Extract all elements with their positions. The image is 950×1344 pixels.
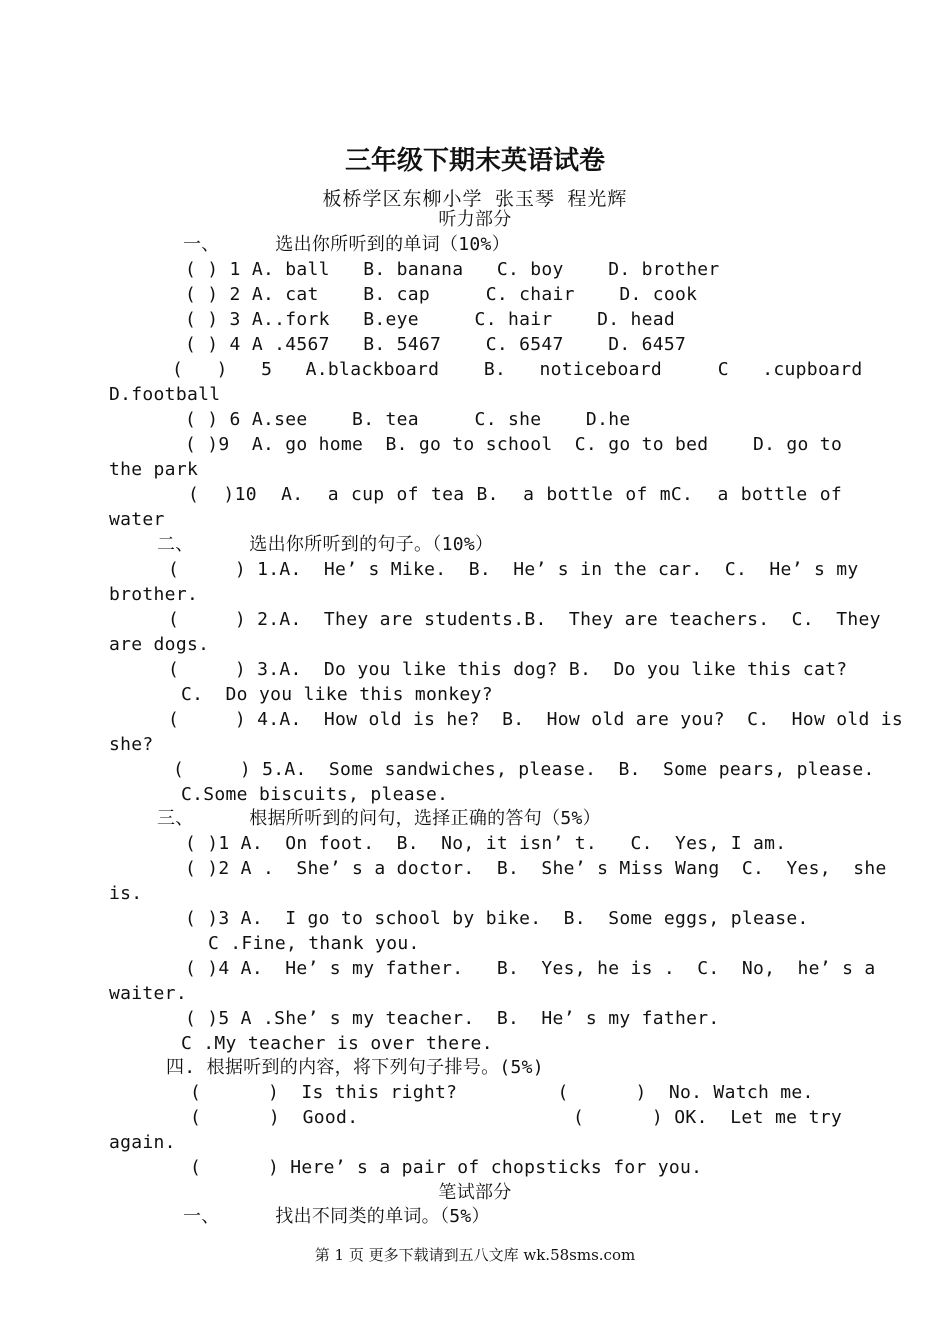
question-line: water: [109, 509, 165, 530]
question-line: ( ) 2.A. They are students.B. They are teachers. C. They: [168, 609, 881, 630]
question-line: C .Fine, thank you.: [208, 933, 420, 954]
question-line: D.football: [109, 384, 221, 405]
listening-section-heading: 听力部分: [438, 209, 512, 230]
question-line: ( )10 A. a cup of tea B. a bottle of mC. a bottle of: [188, 484, 842, 505]
question-line: ( ) 2 A. cat B. cap C. chair D. cook: [185, 284, 698, 305]
question-line: C .My teacher is over there.: [181, 1033, 493, 1054]
question-line: again.: [109, 1132, 176, 1153]
author-line: 板桥学区东柳小学 张玉琴 程光辉: [322, 188, 628, 210]
question-line: ( ) 3 A..fork B.eye C. hair D. head: [185, 309, 676, 330]
page-title: 三年级下期末英语试卷: [344, 146, 605, 176]
question-line: ( ) 3.A. Do you like this dog? B. Do you like this cat?: [168, 659, 848, 680]
question-line: C. Do you like this monkey?: [181, 684, 493, 705]
question-line: ( ) 5 A.blackboard B. noticeboard C .cupboard: [172, 359, 863, 380]
question-line: ( ) 6 A.see B. tea C. she D.he: [185, 409, 631, 430]
question-line: ( ) 4 A .4567 B. 5467 C. 6547 D. 6457: [185, 334, 687, 355]
question-line: ( )2 A . She’ s a doctor. B. She’ s Miss Wang C. Yes, she: [185, 858, 887, 879]
question-line: ( )9 A. go home B. go to school C. go to bed D. go to: [185, 434, 843, 455]
writing-section-heading: 笔试部分: [438, 1182, 512, 1203]
question-line: brother.: [109, 584, 199, 605]
section-heading: 一、 选出你所听到的单词（10%）: [183, 234, 510, 255]
question-line: ( ) Good. ( ) OK. Let me try: [190, 1107, 842, 1128]
question-line: ( ) 4.A. How old is he? B. How old are you? C. How old is: [168, 709, 904, 730]
question-line: ( )5 A .She’ s my teacher. B. He’ s my father.: [185, 1008, 720, 1029]
section-heading: 一、 找出不同类的单词。（5%）: [183, 1206, 490, 1227]
question-line: ( ) 5.A. Some sandwiches, please. B. Some pears, please.: [173, 759, 875, 780]
question-line: ( ) 1.A. He’ s Mike. B. He’ s in the car. C. He’ s my: [168, 559, 859, 580]
question-line: are dogs.: [109, 634, 210, 655]
question-line: ( ) 1 A. ball B. banana C. boy D. brother: [185, 259, 720, 280]
question-line: ( ) Is this right? ( ) No. Watch me.: [190, 1082, 814, 1103]
section-heading: 三、 根据所听到的问句，选择正确的答句（5%）: [157, 808, 601, 829]
question-line: the park: [109, 459, 199, 480]
section-heading: 四. 根据听到的内容，将下列句子排号。(5%): [166, 1057, 544, 1078]
question-line: ( ) Here’ s a pair of chopsticks for you.: [190, 1157, 703, 1178]
question-line: ( )4 A. He’ s my father. B. Yes, he is . C. No, he’ s a: [185, 958, 876, 979]
question-line: ( )3 A. I go to school by bike. B. Some eggs, please.: [185, 908, 809, 929]
question-line: is.: [109, 883, 143, 904]
question-line: C.Some biscuits, please.: [181, 784, 449, 805]
question-line: waiter.: [109, 983, 187, 1004]
section-heading: 二、 选出你所听到的句子。（10%）: [157, 534, 494, 555]
page-footer: 第 1 页 更多下载请到五八文库 wk.58sms.com: [314, 1246, 636, 1264]
question-line: she?: [109, 734, 154, 755]
question-line: ( )1 A. On foot. B. No, it isn’ t. C. Yes, I am.: [185, 833, 787, 854]
